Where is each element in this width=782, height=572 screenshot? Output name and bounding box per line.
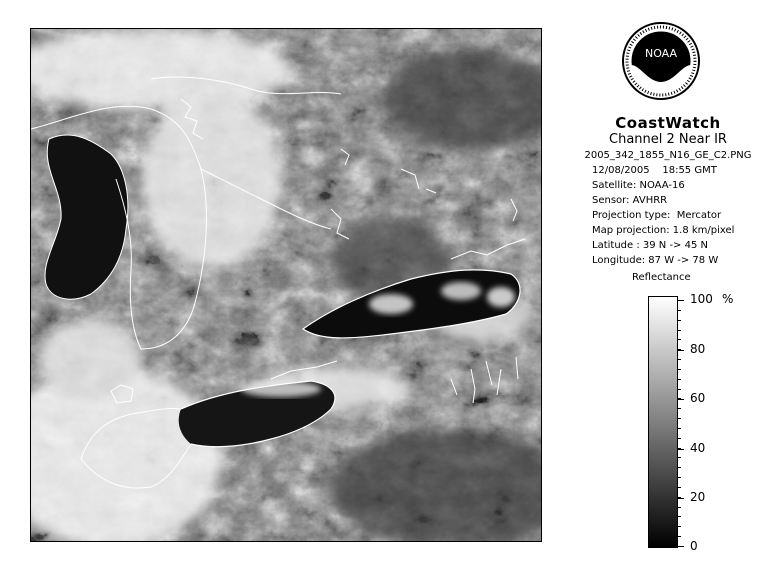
colorbar-minor-tick bbox=[678, 487, 681, 488]
colorbar-minor-tick bbox=[678, 369, 681, 370]
colorbar-minor-tick bbox=[678, 408, 681, 409]
channel-subtitle: Channel 2 Near IR bbox=[609, 132, 727, 147]
map-projection: Map projection: 1.8 km/pixel bbox=[592, 225, 735, 236]
sensor-label: Sensor: AVHRR bbox=[592, 195, 668, 206]
colorbar-major-tick bbox=[678, 449, 684, 450]
colorbar-minor-tick bbox=[678, 349, 681, 350]
colorbar-title: Reflectance bbox=[632, 272, 691, 283]
projection-type: Projection type: Mercator bbox=[592, 210, 722, 221]
colorbar-minor-tick bbox=[678, 379, 681, 380]
colorbar-minor-tick bbox=[678, 497, 681, 498]
satellite-imagery-svg bbox=[31, 29, 542, 542]
colorbar-minor-tick bbox=[678, 477, 681, 478]
colorbar-major-tick bbox=[678, 350, 684, 351]
colorbar-minor-tick bbox=[678, 300, 681, 301]
colorbar-minor-tick bbox=[678, 536, 681, 537]
colorbar-minor-tick bbox=[678, 467, 681, 468]
colorbar-major-tick bbox=[678, 498, 684, 499]
colorbar-minor-tick bbox=[678, 398, 681, 399]
colorbar-minor-tick bbox=[678, 359, 681, 360]
colorbar-tick-label: 0 bbox=[690, 539, 698, 553]
noaa-logo bbox=[620, 20, 702, 110]
product-title: CoastWatch bbox=[615, 114, 721, 132]
colorbar-minor-tick bbox=[678, 320, 681, 321]
colorbar-tick-label: 40 bbox=[690, 441, 706, 455]
colorbar-unit: % bbox=[722, 292, 734, 306]
info-panel bbox=[568, 114, 768, 268]
colorbar-minor-tick bbox=[678, 339, 681, 340]
colorbar-minor-tick bbox=[678, 389, 681, 390]
colorbar-tick-label: 80 bbox=[690, 342, 706, 356]
reflectance-colorbar bbox=[648, 296, 678, 548]
colorbar-minor-tick bbox=[678, 418, 681, 419]
colorbar-minor-tick bbox=[678, 507, 681, 508]
colorbar-minor-tick bbox=[678, 516, 681, 517]
colorbar-minor-tick bbox=[678, 457, 681, 458]
satellite-image bbox=[30, 28, 542, 542]
longitude-range: Longitude: 87 W -> 78 W bbox=[592, 255, 719, 266]
colorbar-minor-tick bbox=[678, 438, 681, 439]
colorbar-minor-tick bbox=[678, 448, 681, 449]
colorbar-major-tick bbox=[678, 399, 684, 400]
colorbar-minor-tick bbox=[678, 546, 681, 547]
colorbar-minor-tick bbox=[678, 526, 681, 527]
colorbar-minor-tick bbox=[678, 310, 681, 311]
date-time: 12/08/2005 18:55 GMT bbox=[592, 165, 717, 176]
colorbar-tick-label: 100 bbox=[690, 292, 713, 306]
colorbar-minor-tick bbox=[678, 330, 681, 331]
colorbar-minor-tick bbox=[678, 428, 681, 429]
colorbar-tick-label: 60 bbox=[690, 391, 706, 405]
satellite-label: Satellite: NOAA-16 bbox=[592, 180, 685, 191]
logo-text: NOAA bbox=[644, 47, 678, 60]
latitude-range: Latitude : 39 N -> 45 N bbox=[592, 240, 708, 251]
colorbar-tick-label: 20 bbox=[690, 490, 706, 504]
file-name: 2005_342_1855_N16_GE_C2.PNG bbox=[584, 150, 752, 161]
